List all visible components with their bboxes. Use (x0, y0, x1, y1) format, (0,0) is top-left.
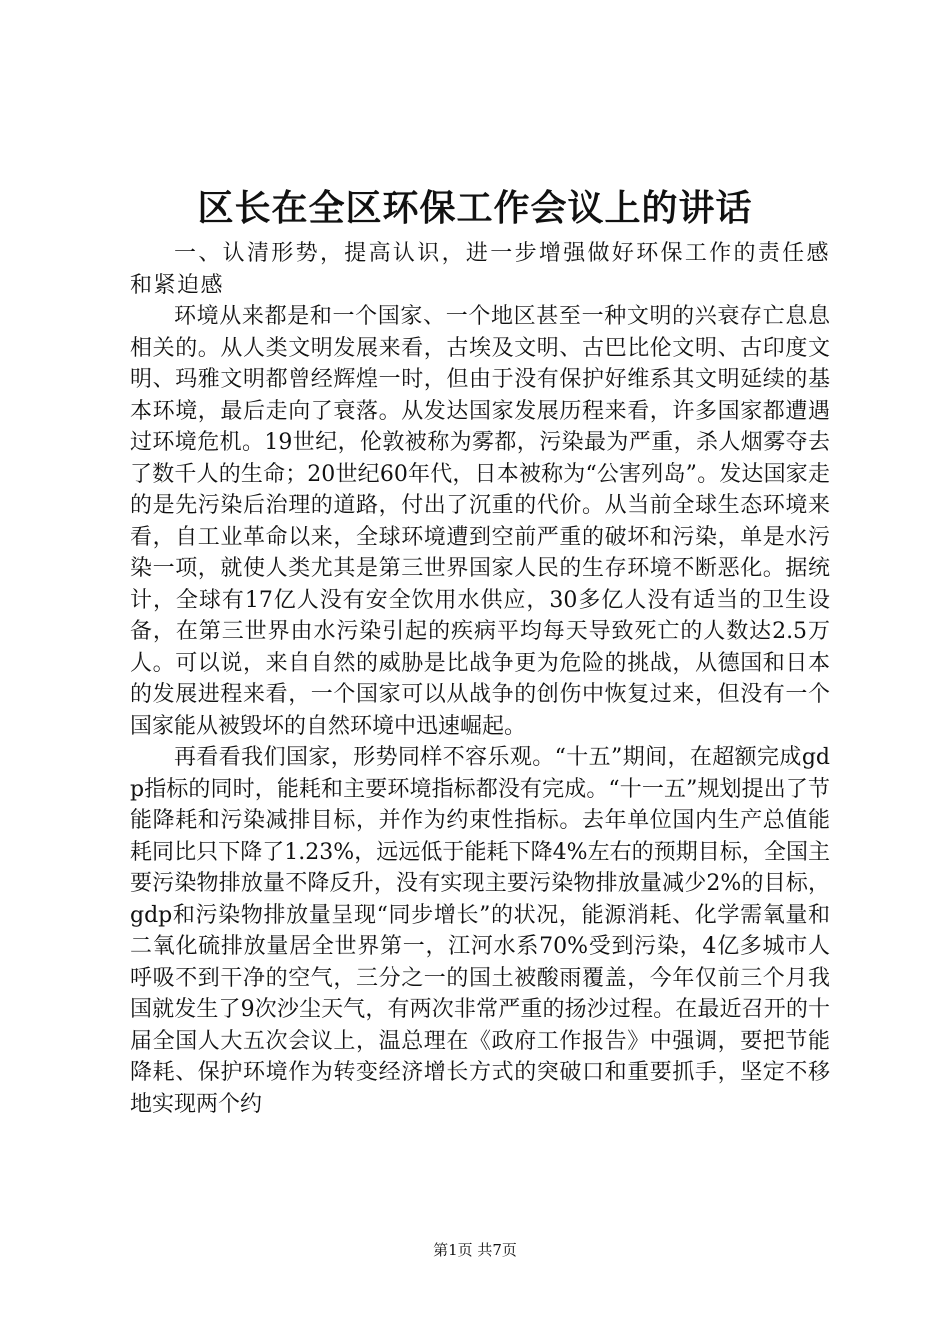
section-heading: 一、认清形势，提高认识，进一步增强做好环保工作的责任感和紧迫感 (130, 241, 830, 298)
paragraph-national-situation: 再看看我们国家，形势同样不容乐观。“十五”期间，在超额完成gdp指标的同时，能耗和主要环境指标都没有完成。“十一五”规划提出了节能降耗和污染减排目标，并作为约束性指标。去年单位国内生产总值能耗同比只下降了1.23%，远远低于能耗下降4%左右的预期目标，全国主要污染物排放量不降反升，没有实现主要污染物排放量减少2%的目标，gdp和污染物排放量呈现“同步增长”的状况，能源消耗、化学需氧量和二氧化硫排放量居全世界第一，江河水系70%受到污染，4亿多城市人呼吸不到干净的空气，三分之一的国土被酸雨覆盖，今年仅前三个月我国就发生了9次沙尘天气，有两次非常严重的扬沙过程。在最近召开的十届全国人大五次会议上，温总理在《政府工作报告》中强调，要把节能降耗、保护环境作为转变经济增长方式的突破口和重要抓手，坚定不移地实现两个约 (130, 745, 830, 1117)
document-body (130, 238, 830, 1120)
page-footer: 第1页 共7页 (433, 1241, 517, 1259)
paragraph-environment-history: 环境从来都是和一个国家、一个地区甚至一种文明的兴衰存亡息息相关的。从人类文明发展来看，古埃及文明、古巴比伦文明、古印度文明、玛雅文明都曾经辉煌一时，但由于没有保护好维系其文明延续的基本环境，最后走向了衰落。从发达国家发展历程来看，许多国家都遭遇过环境危机。19世纪，伦敦被称为雾都，污染最为严重，杀人烟雾夺去了数千人的生命；20世纪60年代，日本被称为“公害列岛”。发达国家走的是先污染后治理的道路，付出了沉重的代价。从当前全球生态环境来看，自工业革命以来，全球环境遭到空前严重的破坏和污染，单是水污染一项，就使人类尤其是第三世界国家人民的生存环境不断恶化。据统计，全球有17亿人没有安全饮用水供应，30多亿人没有适当的卫生设备，在第三世界由水污染引起的疾病平均每天导致死亡的人数达2.5万人。可以说，来自自然的威胁是比战争更为危险的挑战，从德国和日本的发展进程来看，一个国家可以从战争的创伤中恢复过来，但没有一个国家能从被毁坏的自然环境中迅速崛起。 (130, 304, 830, 739)
document-title: 区长在全区环保工作会议上的讲话 (197, 187, 753, 229)
